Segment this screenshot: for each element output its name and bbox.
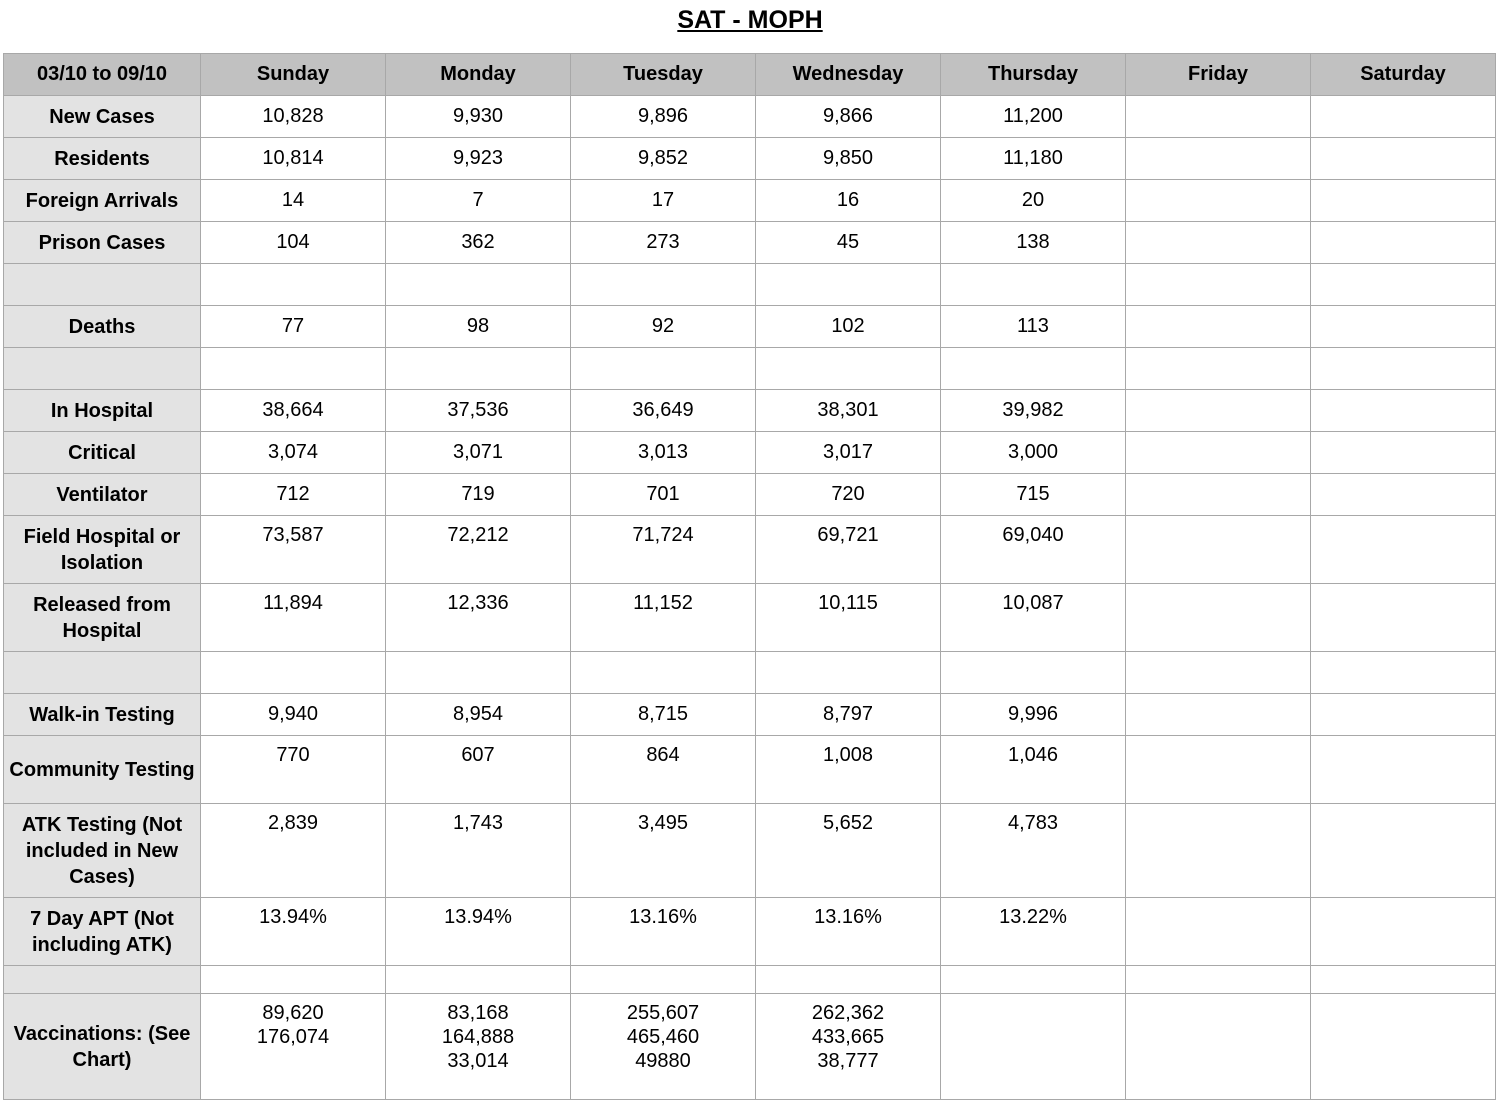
table-cell: 37,536 — [386, 390, 571, 432]
row-label: New Cases — [4, 96, 201, 138]
table-cell — [1311, 96, 1496, 138]
table-cell — [1311, 180, 1496, 222]
table-cell: 17 — [571, 180, 756, 222]
table-cell — [756, 966, 941, 994]
table-cell: 1,743 — [386, 804, 571, 898]
table-cell — [1311, 138, 1496, 180]
table-cell — [201, 348, 386, 390]
table-cell — [1311, 736, 1496, 804]
table-cell: 8,797 — [756, 694, 941, 736]
table-cell: 3,017 — [756, 432, 941, 474]
table-cell: 13.94% — [386, 898, 571, 966]
table-cell — [201, 264, 386, 306]
table-cell: 1,046 — [941, 736, 1126, 804]
table-cell: 138 — [941, 222, 1126, 264]
table-cell — [1311, 804, 1496, 898]
table-cell: 9,852 — [571, 138, 756, 180]
table-cell — [756, 652, 941, 694]
row-label: Deaths — [4, 306, 201, 348]
table-cell: 864 — [571, 736, 756, 804]
table-cell: 5,652 — [756, 804, 941, 898]
table-cell — [201, 966, 386, 994]
table-cell: 89,620 176,074 — [201, 994, 386, 1100]
table-row — [4, 994, 1496, 1100]
table-cell: 9,850 — [756, 138, 941, 180]
row-label: Field Hospital or Isolation — [4, 516, 201, 584]
table-cell: 9,896 — [571, 96, 756, 138]
table-cell: 11,894 — [201, 584, 386, 652]
table-cell: 83,168 164,888 33,014 — [386, 994, 571, 1100]
table-row — [4, 138, 1496, 180]
table-cell: 104 — [201, 222, 386, 264]
row-label: Ventilator — [4, 474, 201, 516]
table-cell — [1126, 222, 1311, 264]
table-cell: 92 — [571, 306, 756, 348]
table-cell — [1126, 348, 1311, 390]
table-cell — [1311, 898, 1496, 966]
table-cell: 362 — [386, 222, 571, 264]
table-cell — [571, 348, 756, 390]
table-cell — [1311, 966, 1496, 994]
table-cell: 3,071 — [386, 432, 571, 474]
table-cell — [1311, 222, 1496, 264]
row-label: Residents — [4, 138, 201, 180]
header-row — [4, 54, 1496, 96]
table-cell — [1311, 390, 1496, 432]
table-row — [4, 652, 1496, 694]
table-cell — [1126, 736, 1311, 804]
table-cell — [1126, 652, 1311, 694]
table-cell: 72,212 — [386, 516, 571, 584]
table-cell: 13.16% — [756, 898, 941, 966]
table-cell: 262,362 433,665 38,777 — [756, 994, 941, 1100]
day-header: Friday — [1126, 54, 1311, 96]
day-header: Monday — [386, 54, 571, 96]
table-cell: 13.22% — [941, 898, 1126, 966]
row-label: 7 Day APT (Not including ATK) — [4, 898, 201, 966]
table-row — [4, 96, 1496, 138]
table-row — [4, 694, 1496, 736]
table-cell: 77 — [201, 306, 386, 348]
table-cell: 36,649 — [571, 390, 756, 432]
table-cell: 715 — [941, 474, 1126, 516]
table-cell: 10,828 — [201, 96, 386, 138]
table-row — [4, 804, 1496, 898]
table-cell — [1126, 264, 1311, 306]
table-row — [4, 222, 1496, 264]
row-label: ATK Testing (Not included in New Cases) — [4, 804, 201, 898]
table-row — [4, 390, 1496, 432]
table-row — [4, 432, 1496, 474]
day-header: Tuesday — [571, 54, 756, 96]
table-cell — [1311, 474, 1496, 516]
table-cell: 11,180 — [941, 138, 1126, 180]
table-cell: 701 — [571, 474, 756, 516]
table-cell — [941, 966, 1126, 994]
table-cell: 3,074 — [201, 432, 386, 474]
row-label: Released from Hospital — [4, 584, 201, 652]
table-cell — [1311, 694, 1496, 736]
table-cell — [941, 652, 1126, 694]
table-cell — [1311, 994, 1496, 1100]
table-cell: 69,721 — [756, 516, 941, 584]
table-cell — [386, 966, 571, 994]
table-cell: 3,000 — [941, 432, 1126, 474]
table-cell: 20 — [941, 180, 1126, 222]
table-cell — [1126, 96, 1311, 138]
table-cell — [1126, 584, 1311, 652]
table-row — [4, 584, 1496, 652]
table-row — [4, 264, 1496, 306]
row-label — [4, 348, 201, 390]
table-cell: 720 — [756, 474, 941, 516]
table-cell: 11,152 — [571, 584, 756, 652]
row-label: Vaccinations: (See Chart) — [4, 994, 201, 1100]
table-cell: 38,301 — [756, 390, 941, 432]
row-label: Foreign Arrivals — [4, 180, 201, 222]
page-title: SAT - MOPH — [677, 6, 823, 34]
table-cell: 719 — [386, 474, 571, 516]
table-cell — [1126, 474, 1311, 516]
table-cell — [1126, 180, 1311, 222]
table-row — [4, 474, 1496, 516]
table-cell: 4,783 — [941, 804, 1126, 898]
table-cell: 9,940 — [201, 694, 386, 736]
row-label — [4, 264, 201, 306]
table-cell: 3,013 — [571, 432, 756, 474]
table-cell — [1311, 584, 1496, 652]
table-cell — [756, 348, 941, 390]
table-cell — [386, 264, 571, 306]
row-label: Walk-in Testing — [4, 694, 201, 736]
table-cell: 3,495 — [571, 804, 756, 898]
day-header: Sunday — [201, 54, 386, 96]
table-cell — [941, 994, 1126, 1100]
table-cell: 13.94% — [201, 898, 386, 966]
day-header: Saturday — [1311, 54, 1496, 96]
table-cell — [1126, 898, 1311, 966]
table-cell — [1126, 966, 1311, 994]
table-cell: 9,923 — [386, 138, 571, 180]
row-label — [4, 652, 201, 694]
table-row — [4, 898, 1496, 966]
row-label: Prison Cases — [4, 222, 201, 264]
day-header: Thursday — [941, 54, 1126, 96]
day-header: Wednesday — [756, 54, 941, 96]
table-cell — [941, 264, 1126, 306]
table-cell — [571, 264, 756, 306]
row-label — [4, 966, 201, 994]
table-cell: 73,587 — [201, 516, 386, 584]
stats-table — [3, 53, 1496, 1100]
table-cell — [571, 966, 756, 994]
table-cell: 9,930 — [386, 96, 571, 138]
table-cell: 71,724 — [571, 516, 756, 584]
table-cell — [1126, 694, 1311, 736]
table-cell: 273 — [571, 222, 756, 264]
row-label: Critical — [4, 432, 201, 474]
table-cell: 16 — [756, 180, 941, 222]
table-cell — [756, 264, 941, 306]
table-cell: 10,814 — [201, 138, 386, 180]
table-cell — [1311, 306, 1496, 348]
table-cell — [1311, 516, 1496, 584]
table-cell: 113 — [941, 306, 1126, 348]
table-cell: 9,996 — [941, 694, 1126, 736]
table-cell — [1126, 994, 1311, 1100]
table-cell: 45 — [756, 222, 941, 264]
table-cell — [1126, 138, 1311, 180]
table-cell — [386, 348, 571, 390]
table-cell — [1311, 652, 1496, 694]
table-row — [4, 180, 1496, 222]
date-range-header: 03/10 to 09/10 — [4, 54, 201, 96]
table-cell: 7 — [386, 180, 571, 222]
table-cell: 1,008 — [756, 736, 941, 804]
table-cell: 8,715 — [571, 694, 756, 736]
table-cell: 255,607 465,460 49880 — [571, 994, 756, 1100]
table-cell — [1126, 390, 1311, 432]
table-cell: 38,664 — [201, 390, 386, 432]
table-row — [4, 966, 1496, 994]
table-cell — [201, 652, 386, 694]
table-cell — [1126, 432, 1311, 474]
table-row — [4, 736, 1496, 804]
table-cell: 69,040 — [941, 516, 1126, 584]
table-cell — [1126, 306, 1311, 348]
table-cell — [941, 348, 1126, 390]
table-cell: 2,839 — [201, 804, 386, 898]
table-cell — [1126, 516, 1311, 584]
table-cell: 13.16% — [571, 898, 756, 966]
table-cell — [1126, 804, 1311, 898]
table-cell: 12,336 — [386, 584, 571, 652]
table-cell: 14 — [201, 180, 386, 222]
row-label: In Hospital — [4, 390, 201, 432]
table-cell: 10,115 — [756, 584, 941, 652]
table-cell: 770 — [201, 736, 386, 804]
table-cell: 9,866 — [756, 96, 941, 138]
table-cell: 39,982 — [941, 390, 1126, 432]
table-cell — [386, 652, 571, 694]
table-cell: 10,087 — [941, 584, 1126, 652]
row-label: Community Testing — [4, 736, 201, 804]
table-cell: 712 — [201, 474, 386, 516]
table-cell: 607 — [386, 736, 571, 804]
table-row — [4, 348, 1496, 390]
table-cell: 11,200 — [941, 96, 1126, 138]
table-cell — [1311, 432, 1496, 474]
table-cell: 102 — [756, 306, 941, 348]
table-row — [4, 306, 1496, 348]
table-cell: 8,954 — [386, 694, 571, 736]
table-row — [4, 516, 1496, 584]
table-cell: 98 — [386, 306, 571, 348]
table-cell — [1311, 348, 1496, 390]
table-cell — [1311, 264, 1496, 306]
table-cell — [571, 652, 756, 694]
